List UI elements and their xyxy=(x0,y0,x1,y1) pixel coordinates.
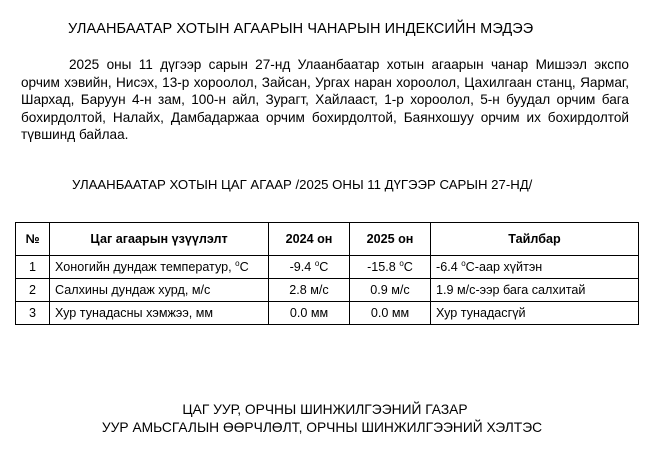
footer-agency: ЦАГ УУР, ОРЧНЫ ШИНЖИЛГЭЭНИЙ ГАЗАР xyxy=(182,402,468,417)
table-header-row xyxy=(16,223,639,256)
row-value-2024: 0.0 мм xyxy=(269,302,350,325)
unit-text: C xyxy=(239,260,249,274)
row-note: 1.9 м/с-ээр бага салхитай xyxy=(431,279,639,302)
table-row xyxy=(16,256,639,279)
row-note xyxy=(431,256,639,279)
footer-signature xyxy=(0,401,650,436)
row-indicator: Хур тунадасны хэмжээ, мм xyxy=(50,302,269,325)
value-text: -9.4 xyxy=(289,260,315,274)
degree-sign: o xyxy=(314,259,320,268)
row-note: Хур тунадасгүй xyxy=(431,302,639,325)
row-value-2025: 0.0 мм xyxy=(350,302,431,325)
weather-table xyxy=(15,222,639,325)
header-2025: 2025 он xyxy=(350,223,431,256)
unit-text: C xyxy=(319,260,329,274)
row-number: 2 xyxy=(16,279,50,302)
header-2024: 2024 он xyxy=(269,223,350,256)
air-quality-paragraph: 2025 оны 11 дүгээр сарын 27-нд Улаанбаатар хотын агаарын чанар Мишээл экспо орчим хэвийн, Нисэх, 13-р хороолол, Зайсан, Ургах наран хороолол, Цахилгаан станц, Яармаг, Шархад, Баруун 4-н зам, 100-н айл, Зурагт, Хайлааст, 1-р хороолол, 5-н буудал орчим бага бохирдолтой, Налайх, Дамбадаржаа орчим бохирдолтой, Баянхошуу орчим их бохирдолтой түвшинд байлаа. xyxy=(21,57,629,143)
row-value-2025 xyxy=(350,256,431,279)
indicator-text: Хоногийн дундаж температур, xyxy=(55,260,236,274)
degree-sign: o xyxy=(235,259,240,268)
unit-text: C xyxy=(403,260,413,274)
header-indicator: Цаг агаарын үзүүлэлт xyxy=(50,223,269,256)
table-row xyxy=(16,279,639,302)
row-number: 1 xyxy=(16,256,50,279)
document-title: УЛААНБААТАР ХОТЫН АГААРЫН ЧАНАРЫН ИНДЕКСИЙН МЭДЭЭ xyxy=(68,21,534,37)
row-number: 3 xyxy=(16,302,50,325)
table-row xyxy=(16,302,639,325)
note-rest-text: C-аар хүйтэн xyxy=(465,260,543,274)
header-note: Тайлбар xyxy=(431,223,639,256)
row-indicator: Салхины дундаж хурд, м/с xyxy=(50,279,269,302)
degree-sign: o xyxy=(461,259,466,268)
footer-department: УУР АМЬСГАЛЫН ӨӨРЧЛӨЛТ, ОРЧНЫ ШИНЖИЛГЭЭНИЙ ХЭЛТЭС xyxy=(101,419,543,435)
degree-sign: o xyxy=(399,259,404,268)
row-value-2025: 0.9 м/с xyxy=(350,279,431,302)
value-text: -15.8 xyxy=(367,260,400,274)
header-number: № xyxy=(16,223,50,256)
weather-section-title: УЛААНБААТАР ХОТЫН ЦАГ АГААР /2025 ОНЫ 11 ДҮГЭЭР САРЫН 27-НД/ xyxy=(72,177,533,192)
note-text: -6.4 xyxy=(436,260,462,274)
row-indicator xyxy=(50,256,269,279)
row-value-2024: 2.8 м/с xyxy=(269,279,350,302)
row-value-2024 xyxy=(269,256,350,279)
